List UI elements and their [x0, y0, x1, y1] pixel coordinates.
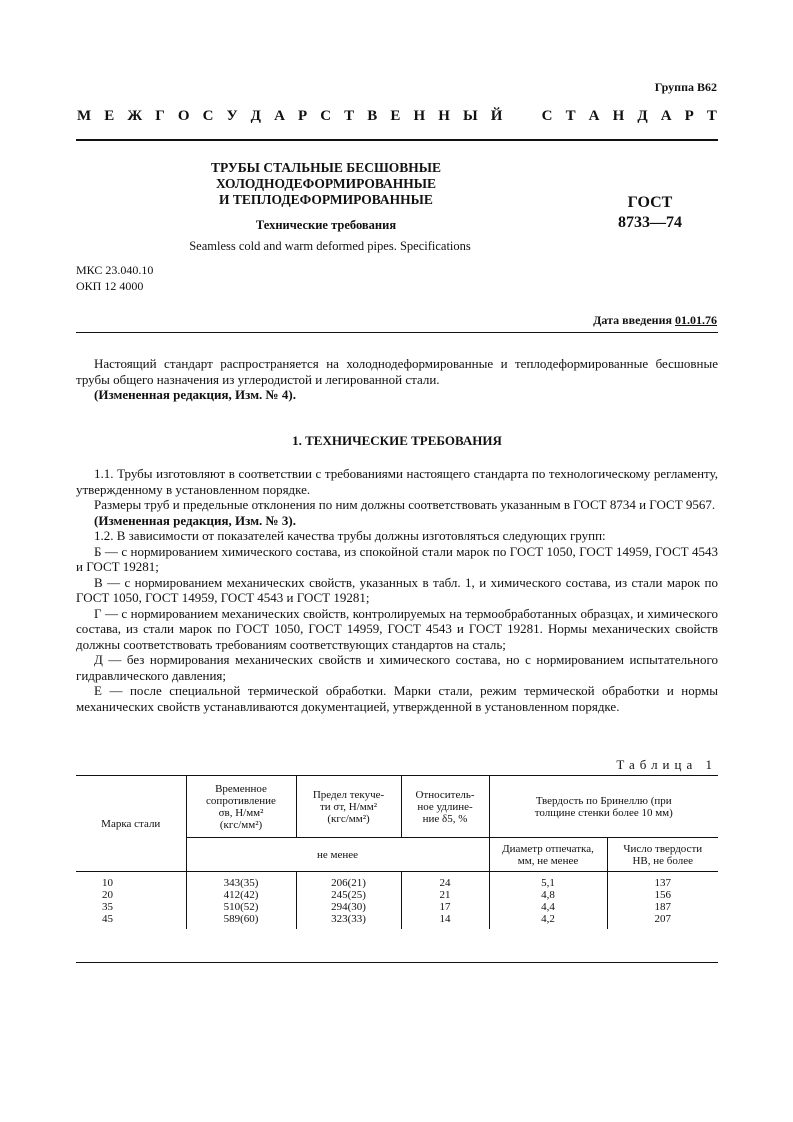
document-title	[160, 160, 492, 208]
diameter-cell: 4,4	[489, 901, 607, 913]
paragraph-1-1: 1.1. Трубы изготовляют в соответствии с требованиями настоящего стандарта по технологическому регламенту, утвержденному в установленном порядке.	[76, 466, 718, 497]
intro-paragraph: Настоящий стандарт распространяется на холоднодеформированные и теплодеформированные бесшовные трубы общего назначения из углеродистой и легированной стали.	[76, 356, 718, 387]
heading-letter: Е	[390, 108, 401, 124]
group-code: Группа В62	[654, 80, 717, 94]
title-line-3: И ТЕПЛОДЕФОРМИРОВАННЫЕ	[219, 192, 433, 207]
heading-letter: Р	[684, 108, 694, 124]
heading-letter: Д	[637, 108, 648, 124]
heading-letter: Р	[297, 108, 308, 124]
group-e: Е — после специальной термической обработки. Марки стали, режим термической обработки и нормы механических свойств устанавливаются документацией, утвержденной в установленном порядке.	[76, 683, 718, 714]
amendment-3: (Измененная редакция, Изм. № 3).	[94, 512, 296, 528]
date-rule	[76, 332, 718, 333]
paragraph-sizes: Размеры труб и предельные отклонения по ним должны соответствовать указанным в ГОСТ 8734 и ГОСТ 9567.	[94, 497, 716, 512]
section-heading: 1. ТЕХНИЧЕСКИЕ ТРЕБОВАНИЯ	[292, 433, 502, 448]
elongation-cell: 17	[401, 901, 489, 913]
heading-letter: Е	[104, 108, 115, 124]
header-elongation: Относитель- ное удлине- ние δ5, %	[401, 776, 489, 838]
table-row	[76, 889, 718, 901]
hardness-cell: 137	[607, 872, 718, 890]
heading-letter: У	[226, 108, 238, 124]
heading-letter: Ж	[127, 108, 143, 124]
header-brinell-hardness: Твердость по Бринеллю (при толщине стенки более 10 мм)	[489, 776, 718, 838]
heading-letter: А	[274, 108, 285, 124]
table-caption: Таблица 1	[616, 757, 717, 772]
gost-designation	[600, 193, 700, 233]
intro-amendment: (Измененная редакция, Изм. № 4).	[94, 387, 296, 402]
grade-cell: 35	[102, 901, 113, 913]
heading-letter: Т	[565, 108, 576, 124]
table-row	[76, 913, 718, 929]
header-tensile-strength: Временное сопротивление σв, Н/мм² (кгс/мм²)	[186, 776, 296, 838]
tensile-cell: 510(52)	[186, 901, 296, 913]
group-b: Б — с нормированием химического состава, из спокойной стали марок по ГОСТ 1050, ГОСТ 14959, ГОСТ 4543 и ГОСТ 19281;	[76, 543, 718, 574]
yield-cell: 323(33)	[296, 913, 401, 929]
heading-letter: А	[588, 108, 600, 124]
header-not-less: не менее	[186, 838, 489, 872]
yield-cell: 206(21)	[296, 872, 401, 890]
english-title: Seamless cold and warm deformed pipes. Specifications	[189, 239, 471, 253]
heading-letter: Й	[490, 108, 503, 124]
diameter-cell: 4,8	[489, 889, 607, 901]
interstate-standard-heading	[77, 108, 717, 125]
heading-letter: Ы	[462, 108, 478, 124]
header-yield-strength: Предел текуче- ти σт, Н/мм² (кгс/мм²)	[296, 776, 401, 838]
group-d: Д — без нормирования механических свойств и химического состава, но с нормированием испытательного гидравлического давления;	[76, 652, 718, 683]
hardness-cell: 187	[607, 901, 718, 913]
effective-date-label: Дата введения	[593, 313, 672, 327]
paragraph-1-2: 1.2. В зависимости от показателей качества трубы должны изготовляться следующих групп:	[94, 528, 606, 543]
elongation-cell: 21	[401, 889, 489, 901]
tensile-cell: 343(35)	[186, 872, 296, 890]
heading-letter: О	[177, 108, 190, 124]
intro-block	[76, 356, 718, 403]
classification-codes	[76, 262, 153, 294]
group-v: В — с нормированием механических свойств, указанных в табл. 1, и химического состава, из стали марок по ГОСТ 1050, ГОСТ 14959, ГОСТ 4543 и ГОСТ 19281;	[76, 574, 718, 605]
tensile-cell: 412(42)	[186, 889, 296, 901]
heading-letter: Н	[438, 108, 450, 124]
heading-letter: А	[660, 108, 672, 124]
table-bottom-rule	[76, 962, 718, 963]
header-imprint-diameter: Диаметр отпечатка, мм, не менее	[489, 838, 607, 872]
header-rule	[76, 139, 718, 141]
elongation-cell: 24	[401, 872, 489, 890]
heading-letter: В	[367, 108, 378, 124]
title-line-2: ХОЛОДНОДЕФОРМИРОВАННЫЕ	[215, 176, 436, 191]
okp-code: ОКП 12 4000	[76, 279, 144, 293]
title-line-1: ТРУБЫ СТАЛЬНЫЕ БЕСШОВНЫЕ	[210, 160, 442, 175]
diameter-cell: 5,1	[489, 872, 607, 890]
tensile-cell: 589(60)	[186, 913, 296, 929]
group-g: Г — с нормированием механических свойств, контролируемых на термообработанных образцах, и химического состава, из стали марок по ГОСТ 1050, ГОСТ 14959, ГОСТ 4543 и ГОСТ 19281. Нормы механических свойств должны соответствовать требованиям соответствующих стандартов на сталь;	[76, 605, 718, 652]
hardness-cell: 207	[607, 913, 718, 929]
heading-letter: С	[541, 108, 553, 124]
heading-letter: Н	[612, 108, 625, 124]
yield-cell: 294(30)	[296, 901, 401, 913]
heading-letter: Г	[155, 108, 165, 124]
hardness-cell: 156	[607, 889, 718, 901]
heading-letter: Т	[344, 108, 355, 124]
mks-code: МКС 23.040.10	[76, 263, 154, 277]
heading-letter: Т	[706, 108, 717, 124]
effective-date	[593, 313, 717, 328]
title-subtitle: Технические требования	[255, 218, 397, 232]
gost-label: ГОСТ	[627, 194, 673, 211]
table-1	[76, 775, 718, 929]
section-body	[76, 466, 718, 714]
table-row	[76, 872, 718, 890]
gost-number: 8733—74	[618, 214, 682, 231]
diameter-cell: 4,2	[489, 913, 607, 929]
header-steel-grade: Марка стали	[76, 776, 186, 872]
yield-cell: 245(25)	[296, 889, 401, 901]
heading-letter: С	[320, 108, 332, 124]
elongation-cell: 14	[401, 913, 489, 929]
heading-letter: С	[202, 108, 214, 124]
effective-date-value: 01.01.76	[675, 313, 717, 327]
grade-cell: 20	[102, 889, 113, 901]
heading-letter: Н	[413, 108, 426, 124]
heading-letter: Д	[250, 108, 261, 124]
header-hardness-number: Число твердости НВ, не более	[607, 838, 718, 872]
grade-cell: 45	[102, 913, 113, 925]
heading-letter: М	[77, 108, 92, 124]
table-row	[76, 901, 718, 913]
grade-cell: 10	[76, 872, 186, 890]
